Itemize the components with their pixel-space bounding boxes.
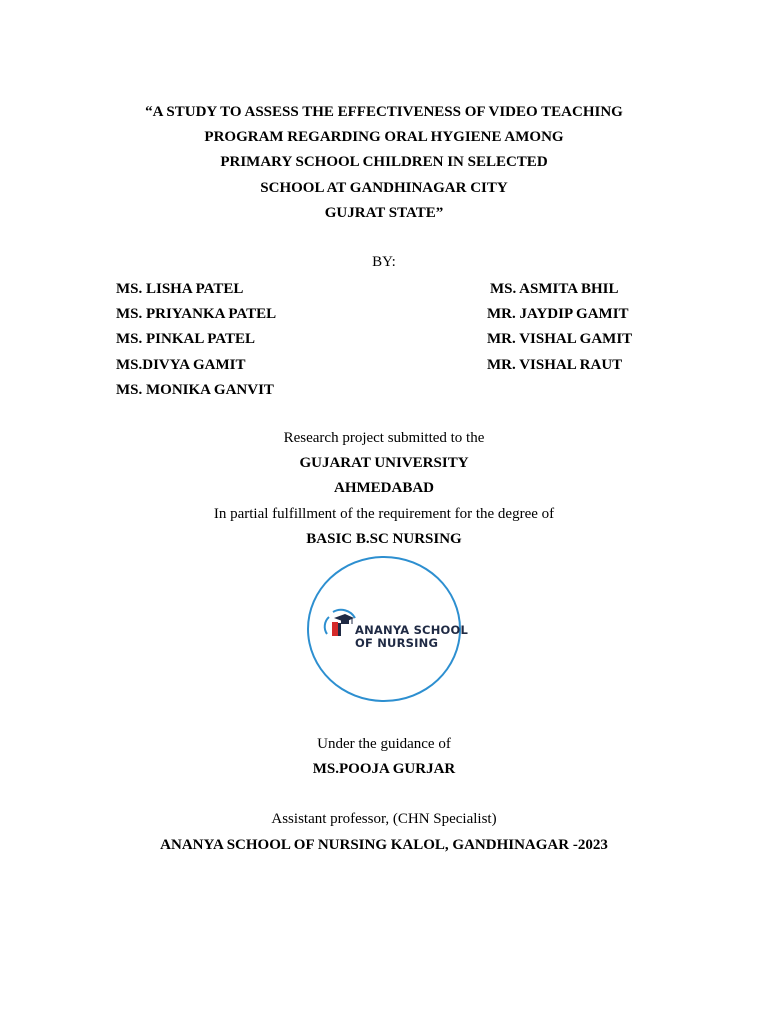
logo-line-2: OF NURSING [355, 636, 439, 650]
university-name: GUJARAT UNIVERSITY [299, 455, 469, 471]
title-line-2: PROGRAM REGARDING ORAL HYGIENE AMONG [204, 129, 564, 146]
guide-name: MS.POOJA GURJAR [312, 761, 456, 777]
author-name: MR. VISHAL RAUT [487, 356, 623, 373]
title-line-3: PRIMARY SCHOOL CHILDREN IN SELECTED [220, 154, 548, 171]
logo-wordmark [355, 624, 468, 650]
institution-line: ANANYA SCHOOL OF NURSING KALOL, GANDHINAGAR -2023 [160, 837, 608, 853]
fulfillment-text: In partial fulfillment of the requirement for the degree of [213, 506, 555, 522]
author-name: MS. LISHA PATEL [116, 281, 244, 297]
guide-role: Assistant professor, (CHN Specialist) [271, 811, 497, 827]
by-label: BY: [372, 254, 396, 270]
degree-name: BASIC B.SC NURSING [306, 531, 462, 547]
authors-left-column [116, 277, 276, 403]
title-line-1: “A STUDY TO ASSESS THE EFFECTIVENESS OF VIDEO TEACHING [145, 104, 623, 120]
author-name: MS. ASMITA BHIL [490, 281, 619, 297]
guidance-intro: Under the guidance of [317, 736, 451, 752]
graduation-cap-icon [321, 608, 357, 642]
author-name: MR. VISHAL GAMIT [487, 331, 633, 348]
author-name: MS. PINKAL PATEL [116, 331, 256, 348]
university-city: AHMEDABAD [334, 480, 434, 496]
author-name: MR. JAYDIP GAMIT [487, 306, 629, 323]
author-name: MS.DIVYA GAMIT [116, 356, 246, 373]
project-title [0, 100, 768, 226]
submission-intro: Research project submitted to the [283, 430, 485, 446]
authors-right-column [487, 277, 632, 378]
school-logo [307, 556, 469, 702]
author-name: MS. MONIKA GANVIT [116, 381, 274, 398]
title-line-4: SCHOOL AT GANDHINAGAR CITY [260, 179, 508, 196]
title-line-5: GUJRAT STATE” [324, 204, 444, 221]
author-name: MS. PRIYANKA PATEL [116, 306, 277, 323]
logo-line-1: ANANYA SCHOOL [355, 623, 469, 637]
